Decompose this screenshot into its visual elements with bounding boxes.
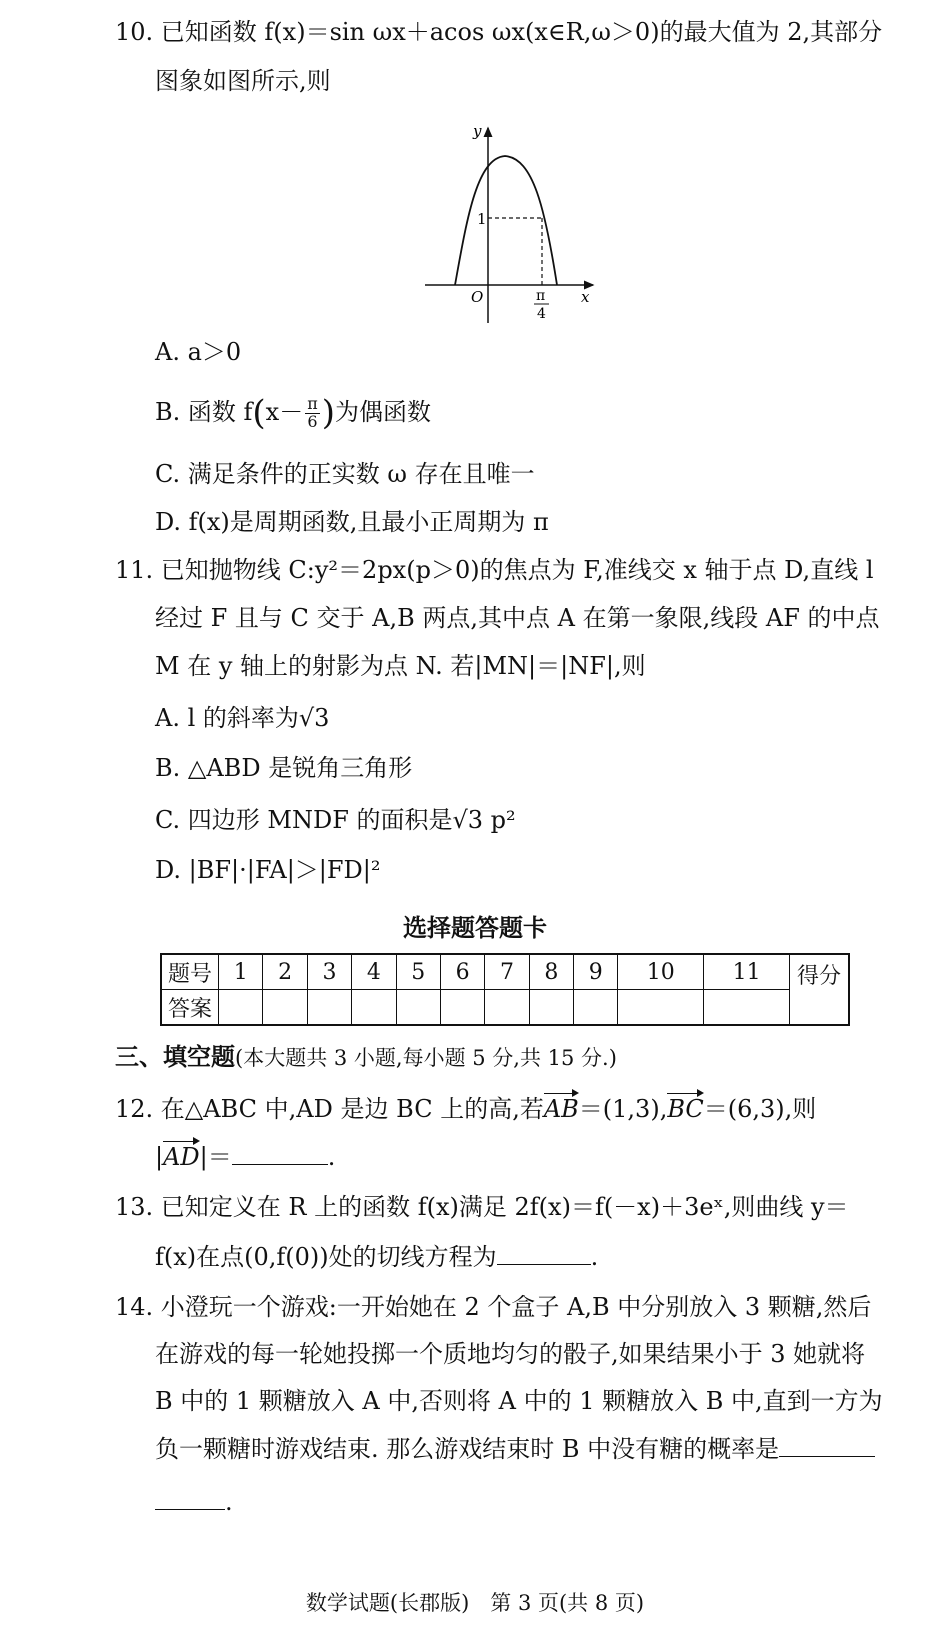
q10-stem-line2: 图象如图所示,则 — [155, 67, 331, 95]
q10-function-graph — [415, 118, 605, 328]
answer-cell[interactable] — [574, 990, 618, 1026]
question-number-cell: 6 — [440, 954, 484, 990]
score-cell: 得分 — [790, 954, 850, 1025]
question-number-cell: 7 — [485, 954, 529, 990]
answer-cell[interactable] — [704, 990, 790, 1026]
y-axis-label: y — [473, 122, 482, 140]
answer-cell[interactable] — [529, 990, 573, 1026]
q11-stem-line3: M 在 y 轴上的射影为点 N. 若|MN|＝|NF|,则 — [155, 652, 646, 680]
answer-cell[interactable] — [396, 990, 440, 1026]
answer-card-table — [160, 953, 850, 1026]
vector-ab: AB — [543, 1095, 579, 1123]
answer-cell[interactable] — [440, 990, 484, 1026]
question-number-cell: 3 — [307, 954, 351, 990]
vector-bc: BC — [667, 1095, 704, 1123]
tick-label-pi: π — [536, 288, 546, 304]
question-number-cell: 1 — [219, 954, 263, 990]
tick-label-4: 4 — [537, 306, 546, 322]
q13-stem-line1: 13. 已知定义在 R 上的函数 f(x)满足 2f(x)＝f(－x)＋3eˣ,则曲线 y＝ — [115, 1193, 849, 1221]
q13-stem-line2: f(x)在点(0,f(0))处的切线方程为 . — [155, 1243, 599, 1271]
q14-answer-blank-part1[interactable] — [779, 1455, 875, 1457]
page-footer: 数学试题(长郡版) 第 3 页(共 8 页) — [305, 1591, 645, 1615]
q12-stem-line1: 12. 在△ABC 中,AD 是边 BC 上的高,若AB＝(1,3),BC＝(6,3),则 — [115, 1095, 817, 1123]
answer-cell[interactable] — [219, 990, 263, 1026]
q14-stem-line3: B 中的 1 颗糖放入 A 中,否则将 A 中的 1 颗糖放入 B 中,直到一方为 — [155, 1387, 883, 1415]
question-number-cell: 4 — [352, 954, 396, 990]
answer-cell[interactable] — [618, 990, 704, 1026]
q14-stem-line1: 14. 小澄玩一个游戏:一开始她在 2 个盒子 A,B 中分别放入 3 颗糖,然后 — [115, 1293, 872, 1321]
q10-stem-line1: 10. 已知函数 f(x)＝sin ωx＋acos ωx(x∈R,ω＞0)的最大值为 2,其部分 — [115, 18, 883, 46]
section3-title: 三、填空题 — [115, 1043, 235, 1071]
question-number-cell: 11 — [704, 954, 790, 990]
question-number-cell: 2 — [263, 954, 307, 990]
q14-stem-line2: 在游戏的每一轮她投掷一个质地均匀的骰子,如果结果小于 3 她就将 — [155, 1340, 866, 1368]
question-number-cell: 10 — [618, 954, 704, 990]
q11-option-b: B. △ABD 是锐角三角形 — [155, 754, 413, 782]
vector-ad: AD — [163, 1143, 200, 1171]
x-axis-label: x — [581, 288, 590, 306]
question-number-cell: 9 — [574, 954, 618, 990]
q10-option-a: A. a＞0 — [155, 338, 242, 366]
answer-card-number-row — [161, 954, 849, 990]
q10-option-c: C. 满足条件的正实数 ω 存在且唯一 — [155, 460, 535, 488]
answer-cell[interactable] — [485, 990, 529, 1026]
answer-cell[interactable] — [263, 990, 307, 1026]
q14-answer-blank-part2[interactable] — [155, 1508, 225, 1510]
q11-option-c: C. 四边形 MNDF 的面积是√3 p² — [155, 806, 516, 834]
origin-label: O — [471, 288, 484, 306]
q11-stem-line1: 11. 已知抛物线 C:y²＝2px(p＞0)的焦点为 F,准线交 x 轴于点 D,直线 l — [115, 556, 874, 584]
question-number-cell: 5 — [396, 954, 440, 990]
q12-answer-blank[interactable] — [232, 1163, 328, 1165]
q14-stem-line4: 负一颗糖时游戏结束. 那么游戏结束时 B 中没有糖的概率是 — [155, 1437, 875, 1461]
section3-note: (本大题共 3 小题,每小题 5 分,共 15 分.) — [235, 1046, 617, 1070]
q11-option-a: A. l 的斜率为√3 — [155, 704, 330, 732]
row-label-number: 题号 — [161, 954, 219, 990]
q10-option-b: B. 函数 f(x－ $\frac{\pi}{6}$ )为偶函数 — [155, 393, 431, 433]
q14-stem-line5: . — [155, 1490, 233, 1514]
answer-cell[interactable] — [352, 990, 396, 1026]
row-label-answer: 答案 — [161, 990, 219, 1026]
q11-option-d: D. |BF|·|FA|＞|FD|² — [155, 856, 381, 884]
question-number-cell: 8 — [529, 954, 573, 990]
answer-card-title: 选择题答题卡 — [403, 914, 547, 942]
answer-card-answer-row — [161, 990, 849, 1026]
q10-option-d: D. f(x)是周期函数,且最小正周期为 π — [155, 508, 549, 536]
q12-stem-line2: |AD|＝ . — [155, 1143, 336, 1171]
section3-heading — [115, 1045, 617, 1069]
answer-cell[interactable] — [307, 990, 351, 1026]
tick-label-1: 1 — [477, 210, 487, 228]
q13-answer-blank[interactable] — [497, 1263, 591, 1265]
q11-stem-line2: 经过 F 且与 C 交于 A,B 两点,其中点 A 在第一象限,线段 AF 的中点 — [155, 604, 880, 632]
